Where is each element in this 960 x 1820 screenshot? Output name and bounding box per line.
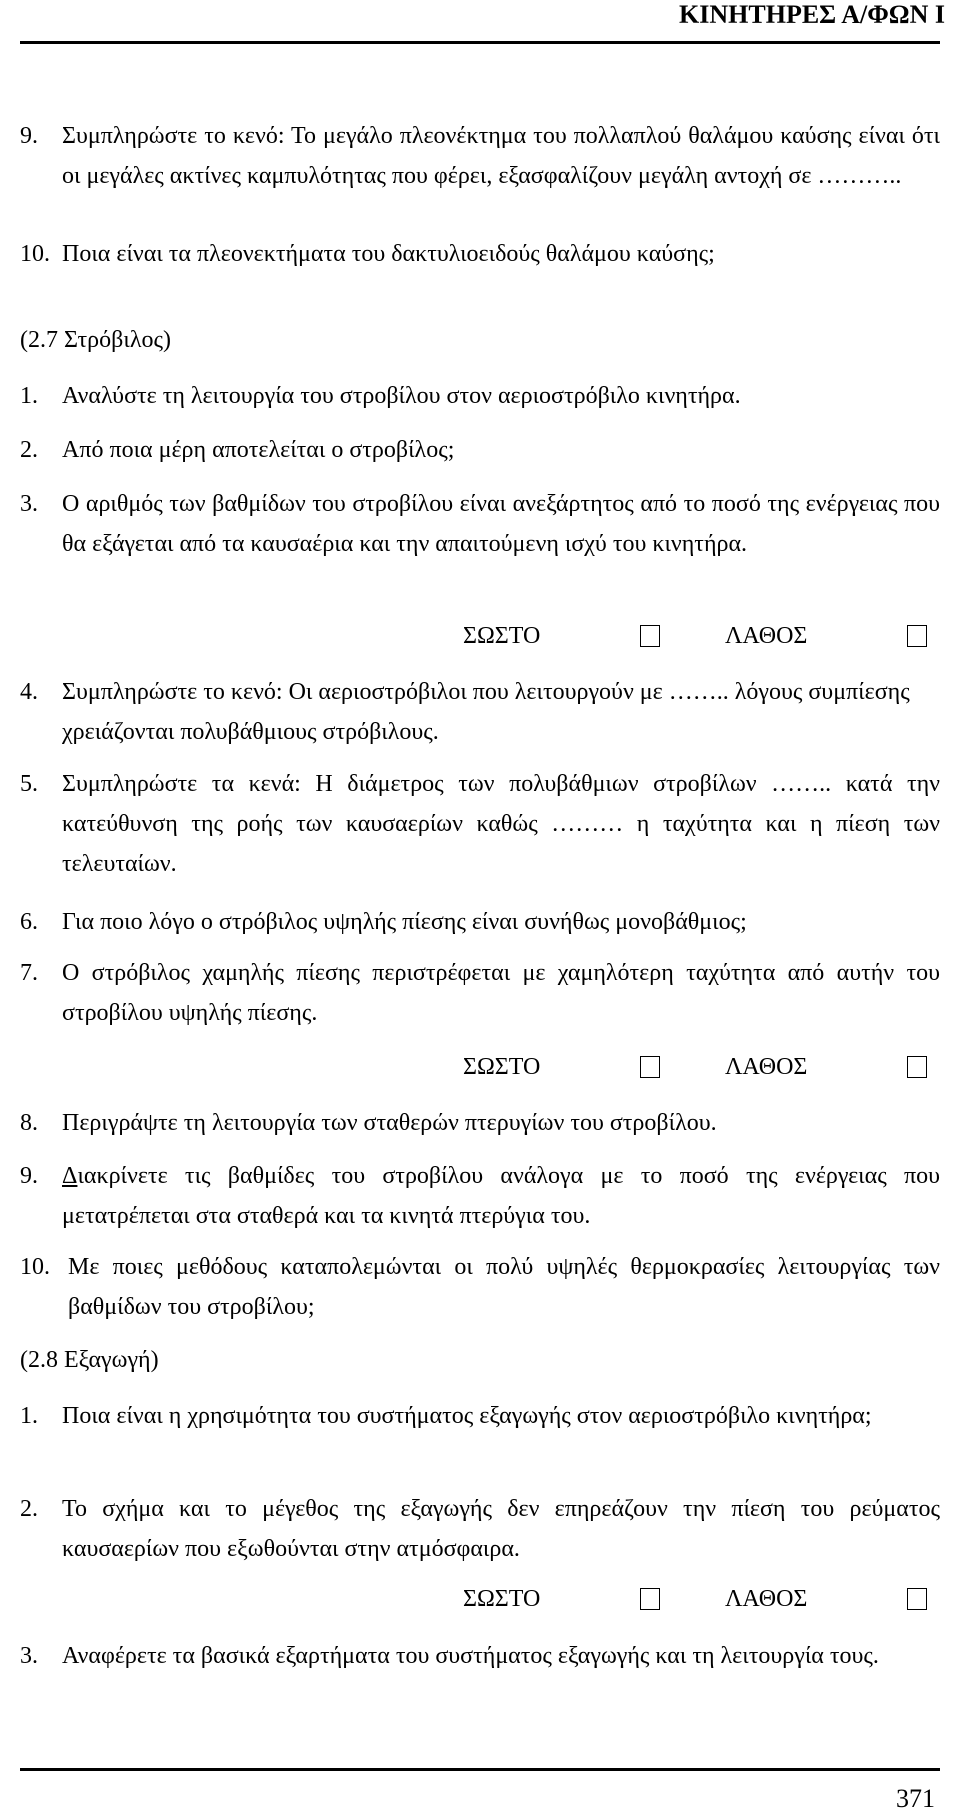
true-checkbox[interactable] <box>640 1588 660 1610</box>
question-number: 10. <box>20 1254 50 1280</box>
question-item <box>20 902 940 942</box>
question-number: 1. <box>20 383 38 409</box>
false-checkbox[interactable] <box>907 1588 927 1610</box>
question-number: 9. <box>20 123 38 149</box>
question-item <box>20 116 940 196</box>
question-text: Για ποιο λόγο ο στρόβιλος υψηλής πίεσης είναι συνήθως μονοβάθμιος; <box>62 909 747 935</box>
question-text <box>62 1156 940 1236</box>
question-text: Συμπληρώστε το κενό: Οι αεριοστρόβιλοι που λειτουργούν με …….. λόγους συμπίεσης χρειάζονται πολυβάθμιους στρόβιλους. <box>62 679 910 745</box>
true-false-row <box>0 1579 960 1619</box>
header-title: ΚΙΝΗΤΗΡΕΣ Α/ΦΩΝ Ι <box>679 0 945 29</box>
true-checkbox[interactable] <box>640 625 660 647</box>
question-number: 10. <box>20 241 50 267</box>
question-number: 5. <box>20 771 38 797</box>
true-false-row <box>0 1047 960 1087</box>
false-label: ΛΑΘΟΣ <box>725 1054 808 1080</box>
question-number: 6. <box>20 909 38 935</box>
question-text: Με ποιες μεθόδους καταπολεμώνται οι πολύ υψηλές θερμοκρασίες λειτουργίας των βαθμίδων του στροβίλου; <box>68 1254 940 1320</box>
question-text: Συμπληρώστε το κενό: Το μεγάλο πλεονέκτημα του πολλαπλού θαλάμου καύσης είναι ότι οι μεγάλες ακτίνες καμπυλότητας που φέρει, εξασφαλίζουν μεγάλη αντοχή σε ……….. <box>62 123 940 189</box>
section-title-exhaust: (2.8 Εξαγωγή) <box>20 1347 159 1373</box>
question-number: 2. <box>20 1496 38 1522</box>
question-number: 2. <box>20 437 38 463</box>
false-label: ΛΑΘΟΣ <box>725 623 808 649</box>
header-rule <box>20 41 940 44</box>
question-item <box>20 376 940 416</box>
question-text: Συμπληρώστε τα κενά: Η διάμετρος των πολυβάθμιων στροβίλων …….. κατά την κατεύθυνση της ροής των καυσαερίων καθώς ……… η ταχύτητα και η πίεση των τελευταίων. <box>62 771 940 877</box>
question-text: Αναφέρετε τα βασικά εξαρτήματα του συστήματος εξαγωγής και τη λειτουργία τους. <box>62 1643 879 1669</box>
question-text: Από ποια μέρη αποτελείται ο στροβίλος; <box>62 437 455 463</box>
question-item <box>20 1247 940 1327</box>
question-number: 4. <box>20 679 38 705</box>
question-number: 8. <box>20 1110 38 1136</box>
question-number: 3. <box>20 491 38 517</box>
question-text: Αναλύστε τη λειτουργία του στροβίλου στον αεριοστρόβιλο κινητήρα. <box>62 383 741 409</box>
footer-rule <box>20 1768 940 1771</box>
true-label: ΣΩΣΤΟ <box>463 623 541 649</box>
question-text: Ποια είναι η χρησιμότητα του συστήματος εξαγωγής στον αεριοστρόβιλο κινητήρα; <box>62 1403 872 1429</box>
question-item <box>20 1103 940 1143</box>
question-text: Περιγράψτε τη λειτουργία των σταθερών πτερυγίων του στροβίλου. <box>62 1110 717 1136</box>
true-label: ΣΩΣΤΟ <box>463 1054 541 1080</box>
underlined-initial: Δ <box>62 1163 78 1189</box>
question-text: Ο στρόβιλος χαμηλής πίεσης περιστρέφεται με χαμηλότερη ταχύτητα από αυτήν του στροβίλου υψηλής πίεσης. <box>62 960 940 1026</box>
question-item <box>20 234 940 274</box>
question-item <box>20 672 940 752</box>
question-number: 9. <box>20 1163 38 1189</box>
question-item <box>20 1636 940 1676</box>
question-item <box>20 1396 940 1436</box>
question-item <box>20 764 940 884</box>
question-item <box>20 484 940 564</box>
question-number: 1. <box>20 1403 38 1429</box>
false-checkbox[interactable] <box>907 1056 927 1078</box>
section-title-turbine: (2.7 Στρόβιλος) <box>20 327 171 353</box>
question-item <box>20 1489 940 1569</box>
question-text: Ο αριθμός των βαθμίδων του στροβίλου είναι ανεξάρτητος από το ποσό της ενέργειας που θα εξάγεται από τα καυσαέρια και την απαιτούμενη ισχύ του κινητήρα. <box>62 491 940 557</box>
question-text: Ποια είναι τα πλεονεκτήματα του δακτυλιοειδούς θαλάμου καύσης; <box>62 241 715 267</box>
question-item <box>20 1156 940 1236</box>
true-checkbox[interactable] <box>640 1056 660 1078</box>
false-checkbox[interactable] <box>907 625 927 647</box>
true-label: ΣΩΣΤΟ <box>463 1586 541 1612</box>
page-number: 371 <box>896 1784 935 1813</box>
question-number: 7. <box>20 960 38 986</box>
question-item <box>20 430 940 470</box>
question-text: Το σχήμα και το μέγεθος της εξαγωγής δεν επηρεάζουν την πίεση του ρεύματος καυσαερίων που εξωθούνται στην ατμόσφαιρα. <box>62 1496 940 1562</box>
question-number: 3. <box>20 1643 38 1669</box>
question-item <box>20 953 940 1033</box>
false-label: ΛΑΘΟΣ <box>725 1586 808 1612</box>
true-false-row <box>0 616 960 656</box>
question-text-rest: ιακρίνετε τις βαθμίδες του στροβίλου ανάλογα με το ποσό της ενέργειας που μετατρέπεται στα σταθερά και τα κινητά πτερύγια του. <box>62 1163 940 1229</box>
